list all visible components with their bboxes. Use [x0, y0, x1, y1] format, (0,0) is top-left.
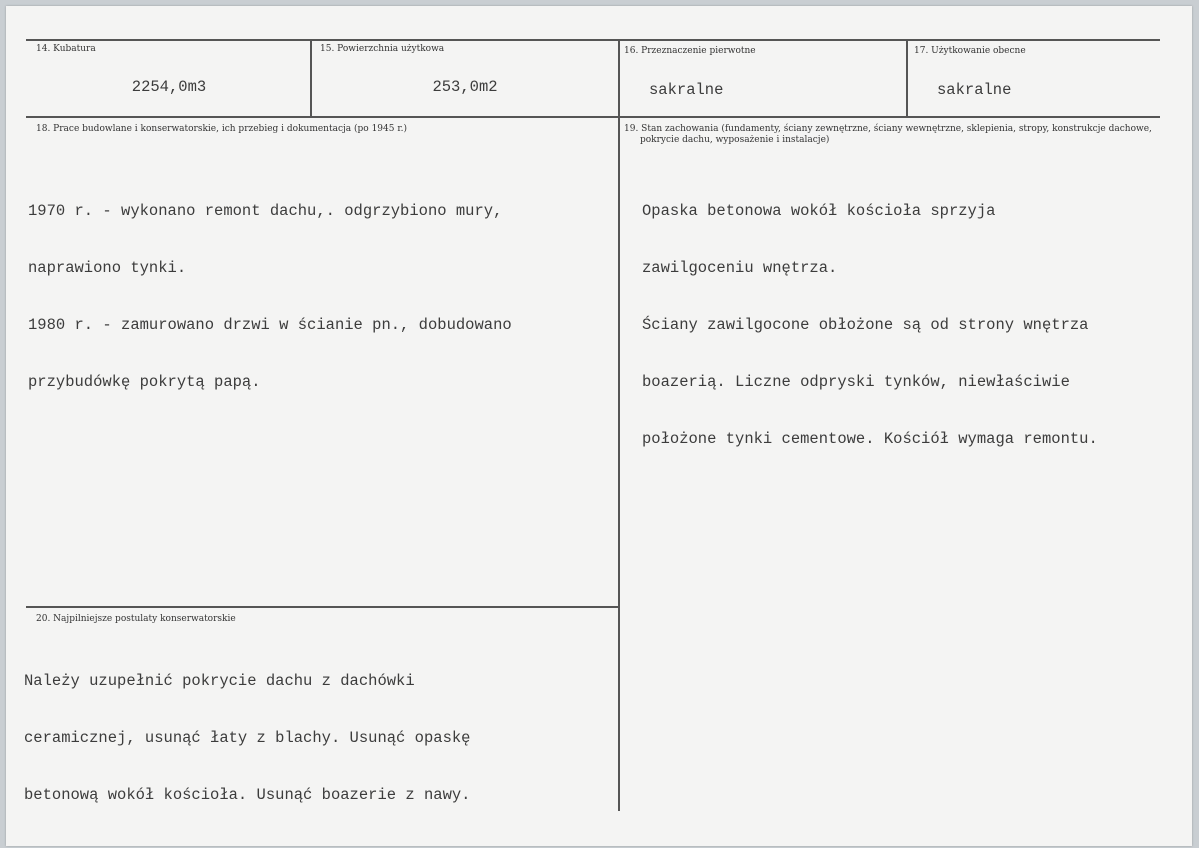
field-19-label-line: pokrycie dachu, wyposażenie i instalacje) [640, 135, 830, 145]
field-14-label: 14. Kubatura [36, 44, 96, 54]
field-16-value: sakralne [649, 81, 724, 99]
field-18-line: 1970 r. - wykonano remont dachu,. odgrzybiono mury, [28, 202, 503, 220]
top-rule [26, 39, 1160, 41]
field-18-line: przybudówkę pokrytą papą. [28, 373, 261, 391]
field-19-label [624, 124, 1152, 146]
field-20-line: ceramicznej, usunąć łaty z blachy. Usunąć opaskę [24, 729, 471, 747]
field-20-text [24, 634, 470, 824]
field-19-line: zawilgoceniu wnętrza. [642, 259, 838, 277]
field-18-line: naprawiono tynki. [28, 259, 187, 277]
col-divider-main [618, 39, 620, 811]
field-19-line: boazerią. Liczne odpryski tynków, niewłaściwie [642, 373, 1070, 391]
field-17-label: 17. Użytkowanie obecne [914, 46, 1026, 56]
field-19-line: Ściany zawilgocone obłożone są od strony wnętrza [642, 316, 1089, 334]
field-19-text [642, 164, 1098, 468]
field-19-line: położone tynki cementowe. Kościół wymaga remontu. [642, 430, 1098, 448]
field-18-label: 18. Prace budowlane i konserwatorskie, ich przebieg i dokumentacja (po 1945 r.) [36, 124, 408, 134]
field-18-text [28, 164, 512, 411]
field-17-value: sakralne [937, 81, 1012, 99]
field-15-value: 253,0m2 [432, 78, 498, 96]
field-20-line: Należy uzupełnić pokrycie dachu z dachówki [24, 672, 415, 690]
col-divider-16-17 [906, 39, 908, 118]
row1-bottom-rule [26, 116, 1160, 118]
field-16-label: 16. Przeznaczenie pierwotne [624, 46, 756, 56]
field-14-value: 2254,0m3 [131, 78, 207, 96]
field-20-label: 20. Najpilniejsze postulaty konserwatorskie [36, 614, 236, 624]
field-20-line: betonową wokół kościoła. Usunąć boazerie z nawy. [24, 786, 471, 804]
section20-top-rule [26, 606, 618, 608]
field-15-label: 15. Powierzchnia użytkowa [320, 44, 445, 54]
field-18-line: 1980 r. - zamurowano drzwi w ścianie pn., dobudowano [28, 316, 512, 334]
field-19-label-line: 19. Stan zachowania (fundamenty, ściany zewnętrzne, ściany wewnętrzne, sklepienia, stropy, konstrukcje dachowe, [624, 124, 1152, 134]
field-19-line: Opaska betonowa wokół kościoła sprzyja [642, 202, 996, 220]
